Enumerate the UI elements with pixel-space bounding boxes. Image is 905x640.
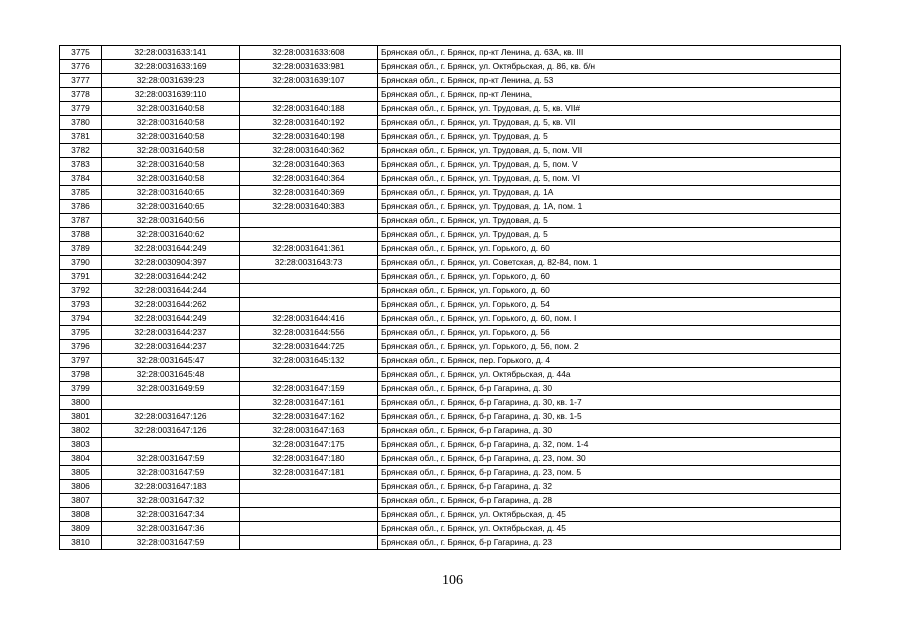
cadastral-number-cell: 32:28:0031647:59 (102, 452, 240, 466)
object-number-cell (240, 494, 378, 508)
row-number-cell: 3810 (60, 536, 102, 550)
address-cell: Брянская обл., г. Брянск, б-р Гагарина, д. 28 (378, 494, 841, 508)
cadastral-number-cell: 32:28:0031647:32 (102, 494, 240, 508)
object-number-cell (240, 368, 378, 382)
row-number-cell: 3805 (60, 466, 102, 480)
row-number-cell: 3781 (60, 130, 102, 144)
object-number-cell: 32:28:0031647:180 (240, 452, 378, 466)
table-row (60, 494, 841, 508)
address-cell: Брянская обл., г. Брянск, ул. Трудовая, д. 5, пом. V (378, 158, 841, 172)
cadastral-number-cell: 32:28:0031633:141 (102, 46, 240, 60)
table-row (60, 242, 841, 256)
row-number-cell: 3803 (60, 438, 102, 452)
table-row (60, 424, 841, 438)
table-row (60, 298, 841, 312)
row-number-cell: 3777 (60, 74, 102, 88)
address-cell: Брянская обл., г. Брянск, пр-кт Ленина, (378, 88, 841, 102)
table-row (60, 354, 841, 368)
table-row (60, 144, 841, 158)
row-number-cell: 3788 (60, 228, 102, 242)
table-row (60, 74, 841, 88)
object-number-cell (240, 284, 378, 298)
address-cell: Брянская обл., г. Брянск, б-р Гагарина, д. 30 (378, 424, 841, 438)
table-row (60, 228, 841, 242)
row-number-cell: 3798 (60, 368, 102, 382)
row-number-cell: 3804 (60, 452, 102, 466)
object-number-cell: 32:28:0031633:981 (240, 60, 378, 74)
object-number-cell: 32:28:0031647:175 (240, 438, 378, 452)
table-row (60, 480, 841, 494)
address-cell: Брянская обл., г. Брянск, ул. Октябрьская, д. 45 (378, 522, 841, 536)
table-row (60, 256, 841, 270)
object-number-cell (240, 508, 378, 522)
address-cell: Брянская обл., г. Брянск, б-р Гагарина, д. 23, пом. 30 (378, 452, 841, 466)
address-cell: Брянская обл., г. Брянск, б-р Гагарина, д. 30, кв. 1-5 (378, 410, 841, 424)
object-number-cell: 32:28:0031640:369 (240, 186, 378, 200)
object-number-cell (240, 480, 378, 494)
row-number-cell: 3775 (60, 46, 102, 60)
object-number-cell (240, 522, 378, 536)
address-cell: Брянская обл., г. Брянск, ул. Горького, д. 56, пом. 2 (378, 340, 841, 354)
object-number-cell: 32:28:0031640:362 (240, 144, 378, 158)
cadastral-number-cell: 32:28:0031645:47 (102, 354, 240, 368)
object-number-cell: 32:28:0031645:132 (240, 354, 378, 368)
address-cell: Брянская обл., г. Брянск, пер. Горького, д. 4 (378, 354, 841, 368)
address-cell: Брянская обл., г. Брянск, пр-кт Ленина, д. 53 (378, 74, 841, 88)
row-number-cell: 3786 (60, 200, 102, 214)
cadastral-number-cell: 32:28:0031644:249 (102, 242, 240, 256)
row-number-cell: 3785 (60, 186, 102, 200)
cadastral-number-cell: 32:28:0031644:244 (102, 284, 240, 298)
cadastral-number-cell: 32:28:0031640:65 (102, 200, 240, 214)
cadastral-number-cell: 32:28:0030904:397 (102, 256, 240, 270)
object-number-cell: 32:28:0031647:163 (240, 424, 378, 438)
table-row (60, 326, 841, 340)
row-number-cell: 3784 (60, 172, 102, 186)
table-row (60, 340, 841, 354)
row-number-cell: 3782 (60, 144, 102, 158)
cadastral-number-cell: 32:28:0031639:110 (102, 88, 240, 102)
page-number: 106 (442, 573, 463, 588)
object-number-cell: 32:28:0031640:364 (240, 172, 378, 186)
table-row (60, 172, 841, 186)
address-cell: Брянская обл., г. Брянск, ул. Трудовая, д. 1А, пом. 1 (378, 200, 841, 214)
table-row (60, 284, 841, 298)
row-number-cell: 3801 (60, 410, 102, 424)
row-number-cell: 3796 (60, 340, 102, 354)
cadastral-number-cell: 32:28:0031647:183 (102, 480, 240, 494)
cadastral-number-cell: 32:28:0031640:56 (102, 214, 240, 228)
object-number-cell: 32:28:0031647:161 (240, 396, 378, 410)
row-number-cell: 3800 (60, 396, 102, 410)
row-number-cell: 3809 (60, 522, 102, 536)
row-number-cell: 3793 (60, 298, 102, 312)
cadastral-number-cell: 32:28:0031644:237 (102, 340, 240, 354)
address-cell: Брянская обл., г. Брянск, ул. Трудовая, д. 5, пом. VI (378, 172, 841, 186)
address-cell: Брянская обл., г. Брянск, ул. Трудовая, д. 5, кв. VII# (378, 102, 841, 116)
cadastral-number-cell: 32:28:0031640:62 (102, 228, 240, 242)
object-number-cell: 32:28:0031640:198 (240, 130, 378, 144)
object-number-cell (240, 536, 378, 550)
address-cell: Брянская обл., г. Брянск, ул. Горького, д. 54 (378, 298, 841, 312)
object-number-cell: 32:28:0031644:416 (240, 312, 378, 326)
cadastral-number-cell: 32:28:0031647:34 (102, 508, 240, 522)
cadastral-number-cell: 32:28:0031644:242 (102, 270, 240, 284)
row-number-cell: 3791 (60, 270, 102, 284)
cadastral-number-cell: 32:28:0031647:126 (102, 424, 240, 438)
object-number-cell: 32:28:0031647:159 (240, 382, 378, 396)
table-row (60, 410, 841, 424)
address-cell: Брянская обл., г. Брянск, ул. Трудовая, д. 5 (378, 130, 841, 144)
table-row (60, 186, 841, 200)
table-row (60, 130, 841, 144)
table-row (60, 60, 841, 74)
object-number-cell: 32:28:0031644:556 (240, 326, 378, 340)
address-cell: Брянская обл., г. Брянск, б-р Гагарина, д. 23, пом. 5 (378, 466, 841, 480)
address-cell: Брянская обл., г. Брянск, б-р Гагарина, д. 30, кв. 1-7 (378, 396, 841, 410)
registry-table (59, 45, 841, 550)
row-number-cell: 3778 (60, 88, 102, 102)
cadastral-number-cell: 32:28:0031640:58 (102, 172, 240, 186)
registry-table-body (60, 46, 841, 550)
object-number-cell: 32:28:0031639:107 (240, 74, 378, 88)
row-number-cell: 3779 (60, 102, 102, 116)
row-number-cell: 3799 (60, 382, 102, 396)
address-cell: Брянская обл., г. Брянск, ул. Горького, д. 60, пом. I (378, 312, 841, 326)
object-number-cell (240, 298, 378, 312)
address-cell: Брянская обл., г. Брянск, ул. Октябрьская, д. 86, кв. б/н (378, 60, 841, 74)
cadastral-number-cell: 32:28:0031640:58 (102, 116, 240, 130)
table-row (60, 116, 841, 130)
cadastral-number-cell: 32:28:0031644:262 (102, 298, 240, 312)
table-row (60, 158, 841, 172)
row-number-cell: 3790 (60, 256, 102, 270)
object-number-cell (240, 228, 378, 242)
address-cell: Брянская обл., г. Брянск, ул. Трудовая, д. 5, пом. VII (378, 144, 841, 158)
address-cell: Брянская обл., г. Брянск, ул. Трудовая, д. 5 (378, 214, 841, 228)
table-row (60, 452, 841, 466)
object-number-cell (240, 214, 378, 228)
table-row (60, 102, 841, 116)
table-row (60, 382, 841, 396)
cadastral-number-cell: 32:28:0031639:23 (102, 74, 240, 88)
row-number-cell: 3795 (60, 326, 102, 340)
cadastral-number-cell: 32:28:0031644:249 (102, 312, 240, 326)
cadastral-number-cell: 32:28:0031640:58 (102, 158, 240, 172)
object-number-cell: 32:28:0031647:181 (240, 466, 378, 480)
row-number-cell: 3808 (60, 508, 102, 522)
address-cell: Брянская обл., г. Брянск, б-р Гагарина, д. 32 (378, 480, 841, 494)
row-number-cell: 3783 (60, 158, 102, 172)
table-row (60, 466, 841, 480)
cadastral-number-cell: 32:28:0031647:59 (102, 536, 240, 550)
address-cell: Брянская обл., г. Брянск, ул. Горького, д. 60 (378, 242, 841, 256)
table-row (60, 396, 841, 410)
object-number-cell: 32:28:0031640:192 (240, 116, 378, 130)
cadastral-number-cell (102, 396, 240, 410)
cadastral-number-cell: 32:28:0031633:169 (102, 60, 240, 74)
row-number-cell: 3780 (60, 116, 102, 130)
object-number-cell: 32:28:0031641:361 (240, 242, 378, 256)
table-row (60, 88, 841, 102)
address-cell: Брянская обл., г. Брянск, б-р Гагарина, д. 32, пом. 1-4 (378, 438, 841, 452)
row-number-cell: 3792 (60, 284, 102, 298)
cadastral-number-cell: 32:28:0031644:237 (102, 326, 240, 340)
address-cell: Брянская обл., г. Брянск, ул. Горького, д. 60 (378, 270, 841, 284)
row-number-cell: 3794 (60, 312, 102, 326)
table-row (60, 508, 841, 522)
cadastral-number-cell: 32:28:0031640:65 (102, 186, 240, 200)
cadastral-number-cell: 32:28:0031647:59 (102, 466, 240, 480)
table-row (60, 368, 841, 382)
address-cell: Брянская обл., г. Брянск, ул. Трудовая, д. 1А (378, 186, 841, 200)
table-row (60, 522, 841, 536)
object-number-cell: 32:28:0031643:73 (240, 256, 378, 270)
row-number-cell: 3806 (60, 480, 102, 494)
row-number-cell: 3802 (60, 424, 102, 438)
address-cell: Брянская обл., г. Брянск, ул. Октябрьская, д. 44а (378, 368, 841, 382)
table-row (60, 536, 841, 550)
cadastral-number-cell (102, 438, 240, 452)
address-cell: Брянская обл., г. Брянск, б-р Гагарина, д. 23 (378, 536, 841, 550)
object-number-cell: 32:28:0031647:162 (240, 410, 378, 424)
object-number-cell (240, 88, 378, 102)
cadastral-number-cell: 32:28:0031640:58 (102, 144, 240, 158)
object-number-cell: 32:28:0031640:363 (240, 158, 378, 172)
address-cell: Брянская обл., г. Брянск, ул. Трудовая, д. 5 (378, 228, 841, 242)
table-row (60, 200, 841, 214)
row-number-cell: 3776 (60, 60, 102, 74)
address-cell: Брянская обл., г. Брянск, ул. Горького, д. 60 (378, 284, 841, 298)
row-number-cell: 3797 (60, 354, 102, 368)
cadastral-number-cell: 32:28:0031647:36 (102, 522, 240, 536)
object-number-cell: 32:28:0031644:725 (240, 340, 378, 354)
row-number-cell: 3807 (60, 494, 102, 508)
address-cell: Брянская обл., г. Брянск, б-р Гагарина, д. 30 (378, 382, 841, 396)
address-cell: Брянская обл., г. Брянск, пр-кт Ленина, д. 63А, кв. III (378, 46, 841, 60)
address-cell: Брянская обл., г. Брянск, ул. Горького, д. 56 (378, 326, 841, 340)
table-row (60, 214, 841, 228)
address-cell: Брянская обл., г. Брянск, ул. Октябрьская, д. 45 (378, 508, 841, 522)
object-number-cell: 32:28:0031633:608 (240, 46, 378, 60)
object-number-cell (240, 270, 378, 284)
object-number-cell: 32:28:0031640:188 (240, 102, 378, 116)
cadastral-number-cell: 32:28:0031645:48 (102, 368, 240, 382)
cadastral-number-cell: 32:28:0031640:58 (102, 130, 240, 144)
table-row (60, 312, 841, 326)
row-number-cell: 3787 (60, 214, 102, 228)
address-cell: Брянская обл., г. Брянск, ул. Трудовая, д. 5, кв. VII (378, 116, 841, 130)
address-cell: Брянская обл., г. Брянск, ул. Советская, д. 82-84, пом. 1 (378, 256, 841, 270)
row-number-cell: 3789 (60, 242, 102, 256)
cadastral-number-cell: 32:28:0031649:59 (102, 382, 240, 396)
table-row (60, 270, 841, 284)
cadastral-number-cell: 32:28:0031647:126 (102, 410, 240, 424)
cadastral-number-cell: 32:28:0031640:58 (102, 102, 240, 116)
table-row (60, 438, 841, 452)
object-number-cell: 32:28:0031640:383 (240, 200, 378, 214)
table-row (60, 46, 841, 60)
